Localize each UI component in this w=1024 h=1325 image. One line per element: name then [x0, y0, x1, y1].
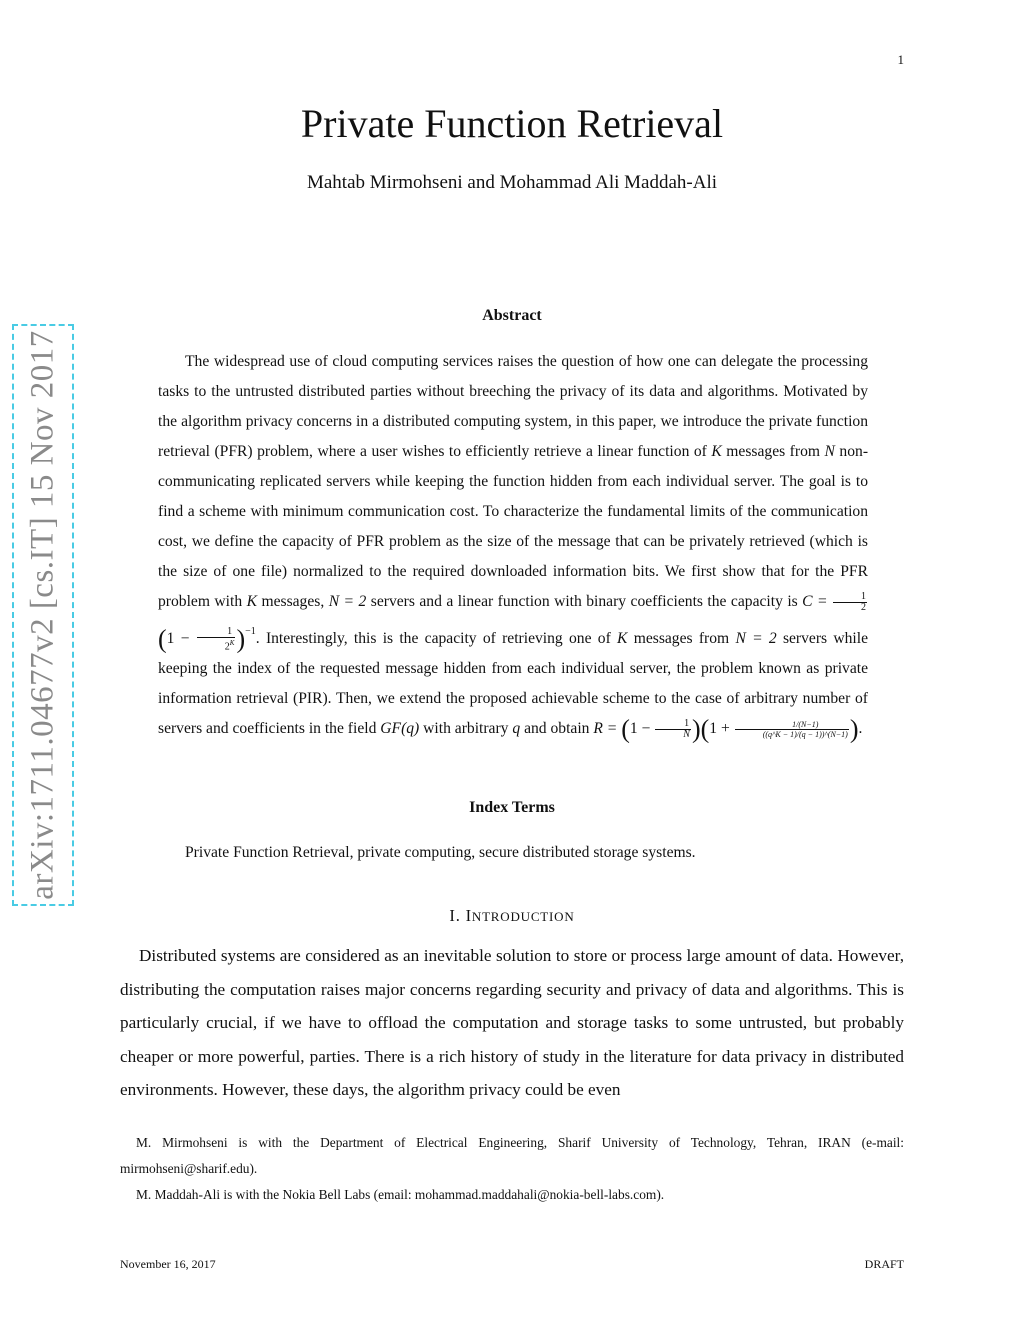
introduction-body: [120, 939, 904, 1107]
fraction-half: [833, 592, 867, 613]
abstract-text: with arbitrary: [419, 720, 513, 737]
capacity-formula: C = $\frac{1}{2}$ (1 − $\frac{1}{2^K}$ )$^{-1}$: [158, 590, 866, 654]
rate-lhs: R =: [593, 720, 622, 737]
abstract-text: non-communicating replicated servers while keeping the function hidden from each individual server. The goal is to find a scheme with minimum communication cost. To characterize the fundamental limits of the communication cost, we define the capacity of PFR problem as the size of the message that can be privately retrieved (which is the size of one file) normalized to the required downloaded information bits. We first show that for the PFR problem with: [158, 443, 869, 610]
rate-formula: R = (1 − $\frac{1}{N}$ )(1 + $\frac{1/(N-1)}{((q\^{}K - 1)/(q - 1))\^{}(N-1)}$ ): [593, 714, 859, 744]
fraction-rate-term: [735, 720, 849, 739]
fraction-numerator: 1/(N−1): [735, 720, 849, 730]
fraction-denominator: $2^K$: [224, 638, 235, 653]
footnote-first-author: M. Mirmohseni is with the Department of Electrical Engineering, Sharif University of Technology, Tehran, IRAN (e-mail: mirmohseni@sharif.edu).: [120, 1135, 904, 1176]
math-var-k: K: [617, 630, 628, 647]
fraction-one-over-n: [655, 719, 691, 740]
index-terms-body: Private Function Retrieval, private computing, secure distributed storage systems.: [185, 844, 696, 861]
abstract-text: messages from: [627, 630, 736, 647]
abstract-text: servers and a linear function with binary coefficients the capacity is: [366, 593, 803, 610]
fraction-numerator: 1: [197, 627, 236, 638]
section-numeral: I. I: [449, 906, 472, 925]
abstract-body: [158, 347, 868, 744]
fraction-denominator: 2: [861, 601, 866, 613]
paper-title: Private Function Retrieval: [300, 101, 724, 146]
rate-one-minus: 1 −: [629, 720, 655, 737]
fraction-denominator: ((q^K − 1)/(q − 1))^(N−1): [762, 729, 848, 739]
abstract-text: The widespread use of cloud computing services raises the question of how one can delegate the processing tasks to the untrusted distributed parties without breeching the privacy of its data and algorithms. Motivated by the algorithm privacy concerns in a distributed computing system, in this paper, we introduce the private function retrieval (PFR) problem, where a user wishes to efficiently retrieve a linear function of: [158, 353, 868, 460]
index-terms-heading: Index Terms: [469, 799, 555, 816]
capacity-one-minus: 1 −: [166, 630, 196, 647]
abstract-text: messages,: [257, 593, 329, 610]
fraction-numerator: 1: [833, 592, 867, 603]
capacity-lhs: C =: [802, 593, 832, 610]
page-number: 1: [897, 52, 904, 67]
math-var-q: q: [512, 720, 521, 737]
exponent-neg-one: −1: [245, 626, 256, 637]
math-var-k: K: [711, 443, 722, 460]
section-name: NTRODUCTION: [471, 909, 575, 924]
abstract-text: servers while keeping the index of the requested message hidden from each individual server, the problem known as private information retrieval (PIR). Then, we extend the proposed achievable scheme to the case of arbitrary number of servers and coefficients in the field: [158, 630, 869, 737]
footnote-second-author: M. Maddah-Ali is with the Nokia Bell Labs (email: mohammad.maddahali@nokia-bell-labs.com).: [136, 1187, 665, 1202]
section-heading: [0, 906, 1024, 926]
author-list: Mahtab Mirmohseni and Mohammad Ali Maddah-Ali: [306, 172, 718, 193]
arxiv-identifier: arXiv:1711.04677v2 [cs.IT] 15 Nov 2017: [24, 330, 61, 900]
rate-one-plus: 1 +: [709, 720, 734, 737]
introduction-paragraph: Distributed systems are considered as an inevitable solution to store or process large amount of data. However, distributing the computation raises major concerns regarding security and privacy of data and algorithms. This is particularly crucial, if we have to offload the computation and storage tasks to some untrusted, but probably cheaper or more powerful, parties. There is a rich history of study in the literature for data privacy in distributed environments. However, these days, the algorithm privacy could be even: [120, 946, 904, 1099]
math-n-equals-2: N = 2: [328, 593, 367, 610]
abstract-text: and obtain: [520, 720, 594, 737]
abstract-heading: Abstract: [482, 307, 542, 324]
fraction-numerator: 1: [655, 719, 691, 730]
math-var-n: N: [824, 443, 835, 460]
footer-date: November 16, 2017: [120, 1257, 216, 1271]
fraction-denominator: N: [683, 728, 690, 740]
abstract-text: messages from: [721, 443, 825, 460]
abstract-text: . Interestingly, this is the capacity of retrieving one of: [255, 630, 618, 647]
fraction-inverse-power: [197, 627, 236, 652]
footnotes: [120, 1130, 904, 1208]
math-field-gfq: GF(q): [380, 720, 420, 737]
arxiv-stamp[interactable]: [12, 324, 74, 906]
footer-status: DRAFT: [864, 1257, 904, 1271]
exponent-k: K: [229, 638, 235, 647]
abstract-text: .: [858, 720, 863, 737]
math-n-equals-2: N = 2: [735, 630, 777, 647]
math-var-k: K: [246, 593, 257, 610]
